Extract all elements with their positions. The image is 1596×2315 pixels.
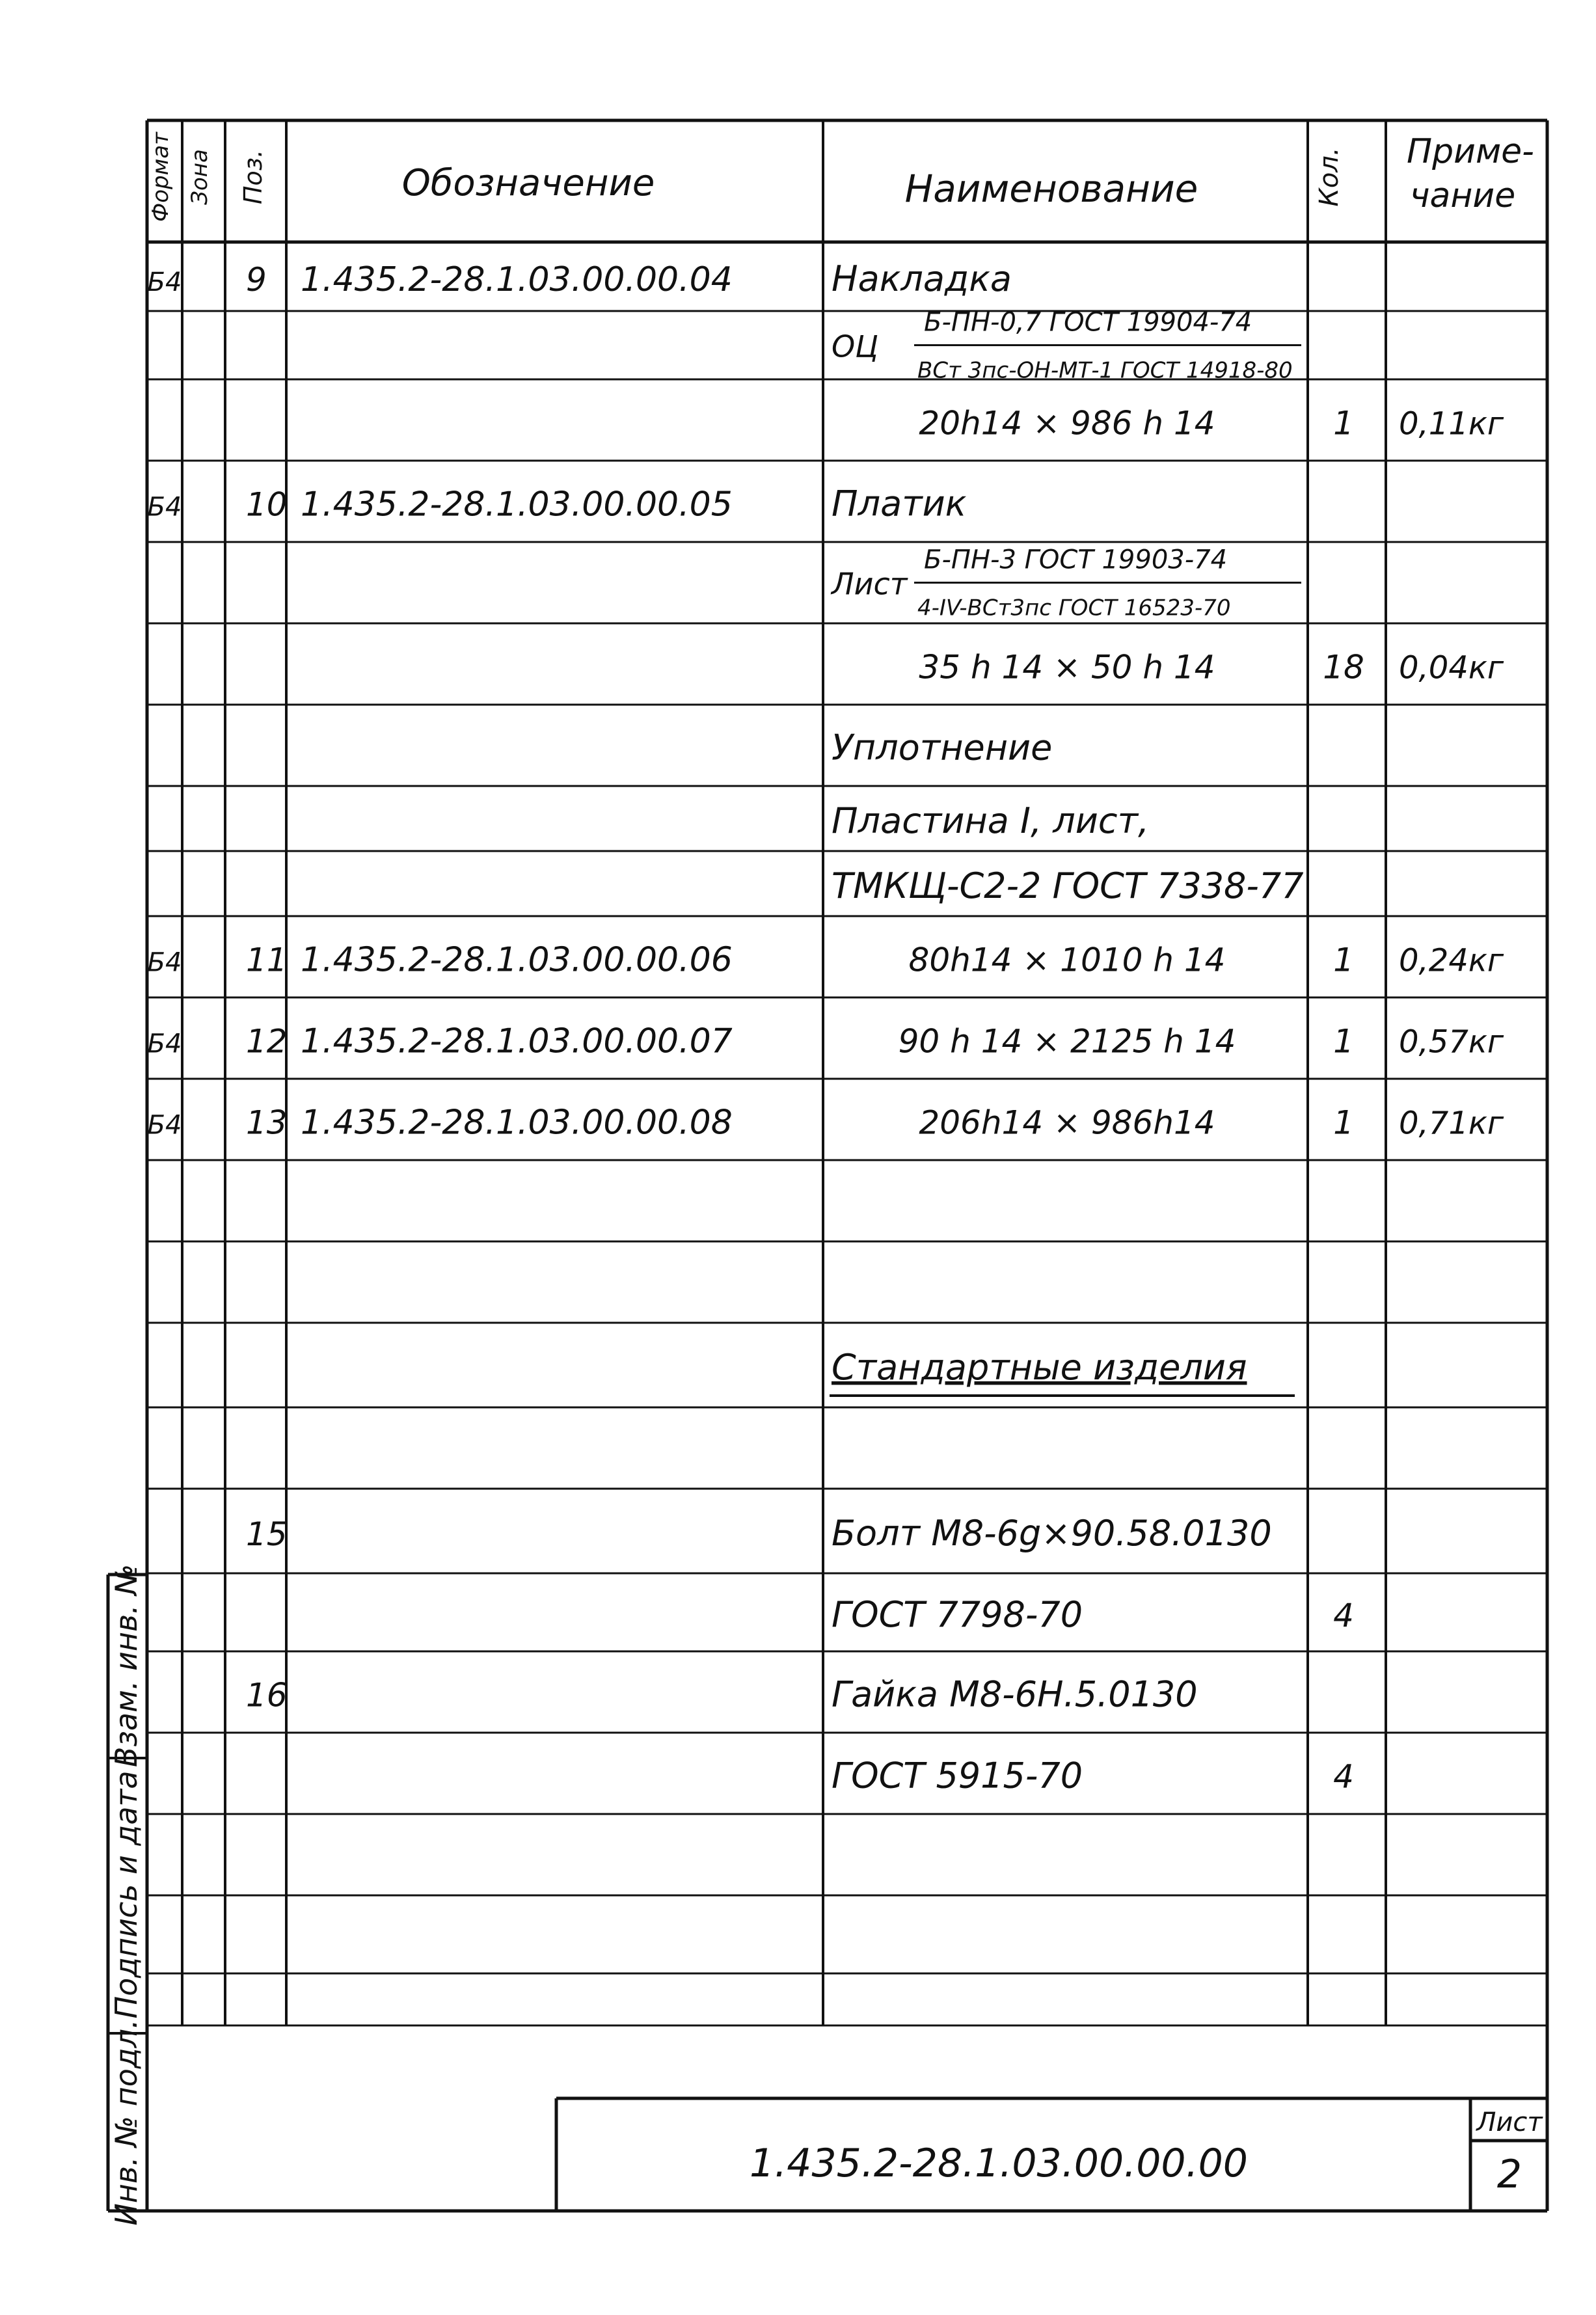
row-designation: 1.435.2-28.1.03.00.00.06 bbox=[301, 940, 733, 980]
row-name: Болт М8-6g×90.58.0130 bbox=[832, 1513, 1272, 1554]
row-quantity: 1 bbox=[1333, 1103, 1354, 1142]
row-quantity: 4 bbox=[1333, 1597, 1354, 1634]
frame bbox=[108, 120, 1547, 2211]
header-name: Наименование bbox=[904, 167, 1198, 211]
row-position: 10 bbox=[246, 485, 288, 524]
row-format: Б4 bbox=[147, 1110, 182, 1141]
row-position: 11 bbox=[246, 941, 288, 979]
row-designation: 1.435.2-28.1.03.00.00.05 bbox=[301, 485, 733, 524]
header-format: Формат bbox=[148, 132, 174, 222]
row-material-numerator: Б-ПН-0,7 ГОСТ 19904-74 bbox=[924, 307, 1252, 338]
row-name: Гайка М8-6Н.5.0130 bbox=[832, 1673, 1198, 1715]
row-name: 206h14 × 986h14 bbox=[919, 1103, 1215, 1142]
row-quantity: 1 bbox=[1333, 941, 1354, 979]
row-name: 35 h 14 × 50 h 14 bbox=[919, 648, 1215, 686]
row-format: Б4 bbox=[147, 267, 182, 297]
row-name: ГОСТ 5915-70 bbox=[832, 1755, 1083, 1796]
row-name: 90 h 14 × 2125 h 14 bbox=[898, 1022, 1236, 1061]
row-name: Накладка bbox=[832, 258, 1012, 299]
title-document-code: 1.435.2-28.1.03.00.00.00 bbox=[750, 2141, 1248, 2186]
row-designation: 1.435.2-28.1.03.00.00.07 bbox=[301, 1022, 733, 1061]
row-name: Пластина I, лист, bbox=[832, 800, 1150, 841]
header-note-line1: Приме- bbox=[1407, 132, 1534, 171]
row-quantity: 1 bbox=[1333, 1022, 1354, 1061]
row-material-prefix: ОЦ bbox=[832, 329, 878, 364]
side-sign-date: Подпись и дата bbox=[109, 1770, 144, 2019]
row-material-denominator: ВСт 3пс-ОН-МТ-1 ГОСТ 14918-80 bbox=[917, 357, 1293, 384]
row-position: 13 bbox=[246, 1103, 288, 1142]
row-designation: 1.435.2-28.1.03.00.00.04 bbox=[301, 260, 733, 299]
row-format: Б4 bbox=[147, 947, 182, 978]
row-material-prefix: Лист bbox=[832, 566, 908, 602]
header-qty: Кол. bbox=[1314, 147, 1344, 207]
row-name: ГОСТ 7798-70 bbox=[832, 1594, 1083, 1635]
row-note: 0,04кг bbox=[1399, 649, 1504, 686]
row-material-denominator: 4-IV-ВСт3пс ГОСТ 16523-70 bbox=[917, 595, 1231, 621]
spec-table-body bbox=[148, 258, 1504, 1796]
side-inv-orig: Инв. № подл. bbox=[109, 2019, 144, 2226]
side-replace-inv: Взам. инв. № bbox=[109, 1564, 144, 1768]
table-header bbox=[148, 131, 1534, 222]
header-pos: Поз. bbox=[239, 149, 267, 205]
header-zone: Зона bbox=[187, 149, 213, 205]
header-designation: Обозначение bbox=[401, 162, 655, 204]
row-format: Б4 bbox=[147, 492, 182, 522]
row-name: ТМКЩ-С2-2 ГОСТ 7338-77 bbox=[832, 865, 1304, 906]
header-note-line2: чание bbox=[1409, 176, 1516, 215]
row-position: 16 bbox=[246, 1676, 288, 1714]
row-quantity: 4 bbox=[1333, 1757, 1354, 1796]
row-note: 0,24кг bbox=[1399, 942, 1504, 979]
row-name: Стандартные изделия bbox=[832, 1347, 1247, 1388]
row-designation: 1.435.2-28.1.03.00.00.08 bbox=[301, 1103, 733, 1143]
row-quantity: 1 bbox=[1333, 404, 1354, 442]
title-sheet-label: Лист bbox=[1476, 2107, 1543, 2137]
row-name: Уплотнение bbox=[832, 727, 1053, 768]
row-format: Б4 bbox=[147, 1029, 182, 1059]
row-position: 12 bbox=[246, 1022, 288, 1061]
row-note: 0,57кг bbox=[1399, 1023, 1504, 1061]
row-position: 9 bbox=[246, 261, 267, 299]
row-note: 0,11кг bbox=[1399, 405, 1504, 442]
row-material-numerator: Б-ПН-3 ГОСТ 19903-74 bbox=[924, 545, 1228, 575]
row-name: 20h14 × 986 h 14 bbox=[919, 404, 1215, 442]
row-position: 15 bbox=[246, 1515, 288, 1553]
row-name: Платик bbox=[832, 483, 967, 524]
title-sheet-number: 2 bbox=[1496, 2152, 1522, 2197]
row-name: 80h14 × 1010 h 14 bbox=[908, 941, 1226, 979]
row-note: 0,71кг bbox=[1399, 1105, 1504, 1142]
row-quantity: 18 bbox=[1323, 648, 1364, 686]
